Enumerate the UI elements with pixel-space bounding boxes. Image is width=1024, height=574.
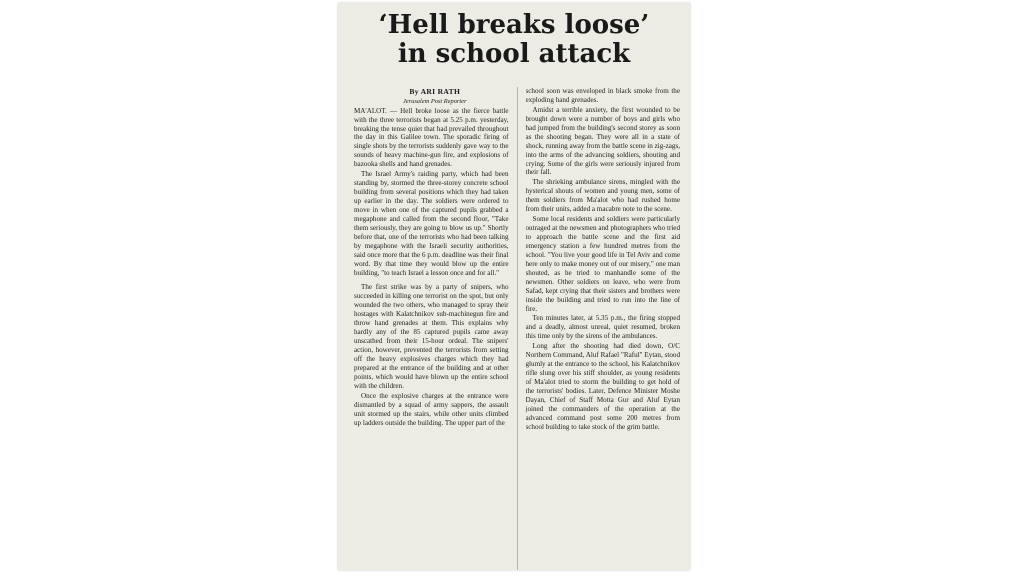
headline-line-2: in school attack xyxy=(397,39,631,70)
paragraph: Amidst a terrible anxiety, the first wounded to be brought down were a number of boys and girls who had jumped from the building's second storey as soon as the shooting began. They were all in a state of shock, running away from the battle scene in zig-zags, into the arms of the advancing soldiers, shouting and crying. Some of the girls were seriously injured from their fall. xyxy=(525,105,680,177)
paragraph: The first strike was by a party of snipers, who succeeded in killing one terrorist on the spot, but only wounded the two others, who managed to spray their hostages with Kalatchnikov sub-machinegun fire and throw hand grenades at them. This explains why hardly any of the 85 captured pupils came away unscathed from their 15-hour ordeal. The snipers' action, however, prevented the terrorists from setting off the heavy explosives charges which they had prepared at the entrance of the building and at other points, which would have blown up the entire school with the children. xyxy=(354,283,509,390)
byline: By ARI RATH xyxy=(409,87,461,96)
headline-line-1: ‘Hell breaks loose’ xyxy=(378,10,650,40)
headline xyxy=(338,11,690,69)
paragraph: Some local residents and soldiers were particularly outraged at the newsmen and photographers who tried to approach the battle scene and the first aid emergency station a few hundred metres from the school. "You live your good life in Tel Aviv and come here only to make money out of our misery," one man shouted, as he tried to manhandle some of the newsmen. Other soldiers on leave, who were from Safad, kept crying that their sisters and brothers were inside the building and tried to run into the line of fire. xyxy=(525,215,680,313)
paragraph: The shrieking ambulance sirens, mingled with the hysterical shouts of women and young men, some of them soldiers from Ma'alot who had rushed home from their units, added a macabre note to the scene. xyxy=(525,178,680,214)
article-columns xyxy=(354,87,680,570)
paragraph: The Israel Army's raiding party, which had been standing by, stormed the three-storey concrete school building from several positions which they had taken up earlier in the day. The soldiers were ordered to move in when one of the captured pupils grabbed a megaphone and called from the second floor, "Take them seriously, they are going to blow us up." Shortly before that, one of the terrorists who had been talking by megaphone with the Israeli security authorities, said once more that the 6 p.m. deadline was their final word. By that time they would blow up the entire building, "to teach Israel a lesson once and for all." xyxy=(354,170,509,277)
paragraph: Ten minutes later, at 5.35 p.m., the firing stopped and a deadly, almost unreal, quiet resumed, broken this time only by the sirens of the ambulances. xyxy=(525,314,680,341)
paragraph: Long after the shooting had died down, O/C Northern Command, Aluf Rafael "Raful" Eytan, stood glumly at the entrance to the school, his Kalatchnikov rifle slung over his stiff shoulder, as young residents of Ma'alot tried to storm the building to get hold of the terrorists' bodies. Later, Defence Minister Moshe Dayan, Chief of Staff Motta Gur and Aluf Eytan joined the commanders of the operation at the advanced command post some 200 metres from school building to take stock of the grim battle. xyxy=(525,342,680,431)
article-column-left xyxy=(354,87,509,570)
paragraph: MA'ALOT. — Hell broke loose as the fierce battle with the three terrorists began at 5.25 p.m. yesterday, breaking the tense quiet that had prevailed throughout the day in this Galilee town. The sporadic firing of single shots by the terrorists suddenly gave way to the sounds of heavy machine-gun fire, and explosions of bazooka shells and hand grenades. xyxy=(354,106,509,169)
reporter-credit: Jerusalem Post Reporter xyxy=(402,97,467,105)
paragraph: Once the explosive charges at the entrance were dismantled by a squad of army sappers, the assault unit stormed up the stairs, while other units climbed up ladders outside the building. The upper part of the xyxy=(354,391,509,427)
newspaper-clipping xyxy=(338,3,690,570)
paragraph: school soon was enveloped in black smoke from the exploding hand grenades. xyxy=(525,87,680,104)
column-divider xyxy=(517,87,518,570)
article-column-right xyxy=(526,87,681,570)
